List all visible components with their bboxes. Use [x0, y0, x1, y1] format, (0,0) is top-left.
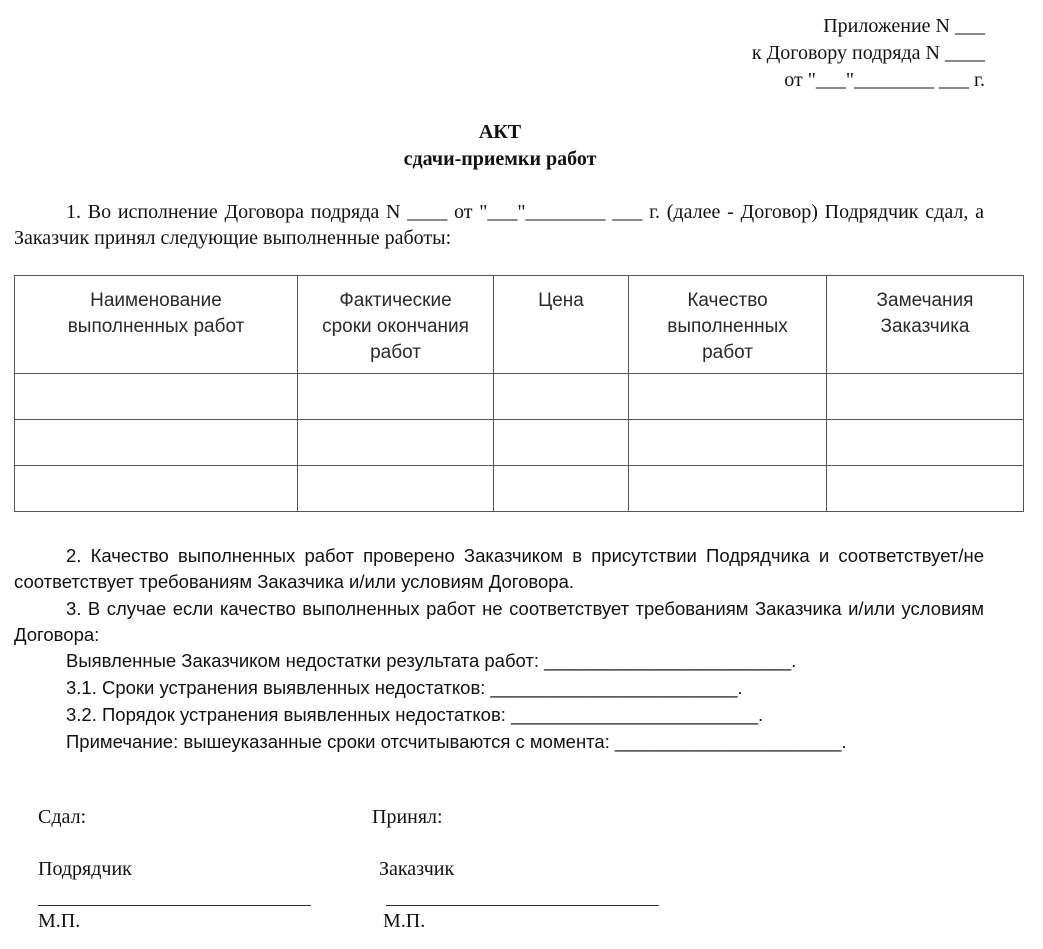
document-subtitle: сдачи-приемки работ: [403, 148, 597, 170]
note-line: Примечание: вышеуказанные сроки отсчитываются с момента: ______________________.: [66, 731, 847, 752]
customer-stamp-label: М.П.: [383, 910, 426, 932]
item-3-2-line: 3.2. Порядок устранения выявленных недостатков: ________________________.: [66, 704, 764, 725]
contract-reference: к Договору подряда N ____: [751, 42, 985, 64]
table-cell: [494, 420, 629, 466]
table-row: [15, 466, 1024, 512]
table-cell: [298, 466, 494, 512]
defects-line: Выявленные Заказчиком недостатки результата работ: ________________________.: [66, 650, 797, 671]
item-3-1-line: 3.1. Сроки устранения выявленных недостатков: ________________________.: [66, 677, 743, 698]
column-header-work-name: Наименование выполненных работ: [15, 276, 298, 374]
section-2-paragraph: 2. Качество выполненных работ проверено Заказчиком в присутствии Подрядчика и соответствует/не соответствует требованиям Заказчика и/или условиям Договора.: [14, 545, 984, 592]
contractor-label: Подрядчик: [38, 858, 132, 880]
document-title: АКТ: [478, 121, 522, 143]
table-cell: [15, 420, 298, 466]
contract-date: от "___"________ ___ г.: [784, 69, 985, 91]
contractor-stamp-label: М.П.: [38, 910, 81, 932]
works-table: [14, 275, 1024, 512]
customer-label: Заказчик: [379, 858, 455, 880]
table-cell: [827, 466, 1024, 512]
table-row: [15, 374, 1024, 420]
column-header-price: Цена: [494, 276, 629, 374]
table-row: [15, 420, 1024, 466]
table-cell: [494, 466, 629, 512]
section-1-paragraph: 1. Во исполнение Договора подряда N ____ от "___"________ ___ г. (далее - Договор) Подрядчик сдал, а Заказчик принял следующие выполненные работы:: [14, 201, 984, 249]
column-header-remarks: Замечания Заказчика: [827, 276, 1024, 374]
table-cell: [298, 374, 494, 420]
annex-number: Приложение N ___: [823, 15, 985, 37]
table-header-row: [15, 276, 1024, 374]
table-cell: [15, 466, 298, 512]
table-cell: [629, 466, 827, 512]
column-header-quality: Качество выполненных работ: [629, 276, 827, 374]
contractor-signature-line: [38, 905, 311, 906]
column-header-completion-dates: Фактические сроки окончания работ: [298, 276, 494, 374]
table-cell: [15, 374, 298, 420]
accepted-label: Принял:: [372, 806, 443, 828]
table-cell: [629, 420, 827, 466]
table-cell: [298, 420, 494, 466]
handed-over-label: Сдал:: [38, 806, 87, 828]
customer-signature-line: [386, 905, 659, 906]
table-cell: [494, 374, 629, 420]
table-cell: [827, 374, 1024, 420]
table-cell: [827, 420, 1024, 466]
section-3-paragraph: 3. В случае если качество выполненных работ не соответствует требованиям Заказчика и/или условиям Договора:: [14, 598, 984, 645]
table-cell: [629, 374, 827, 420]
